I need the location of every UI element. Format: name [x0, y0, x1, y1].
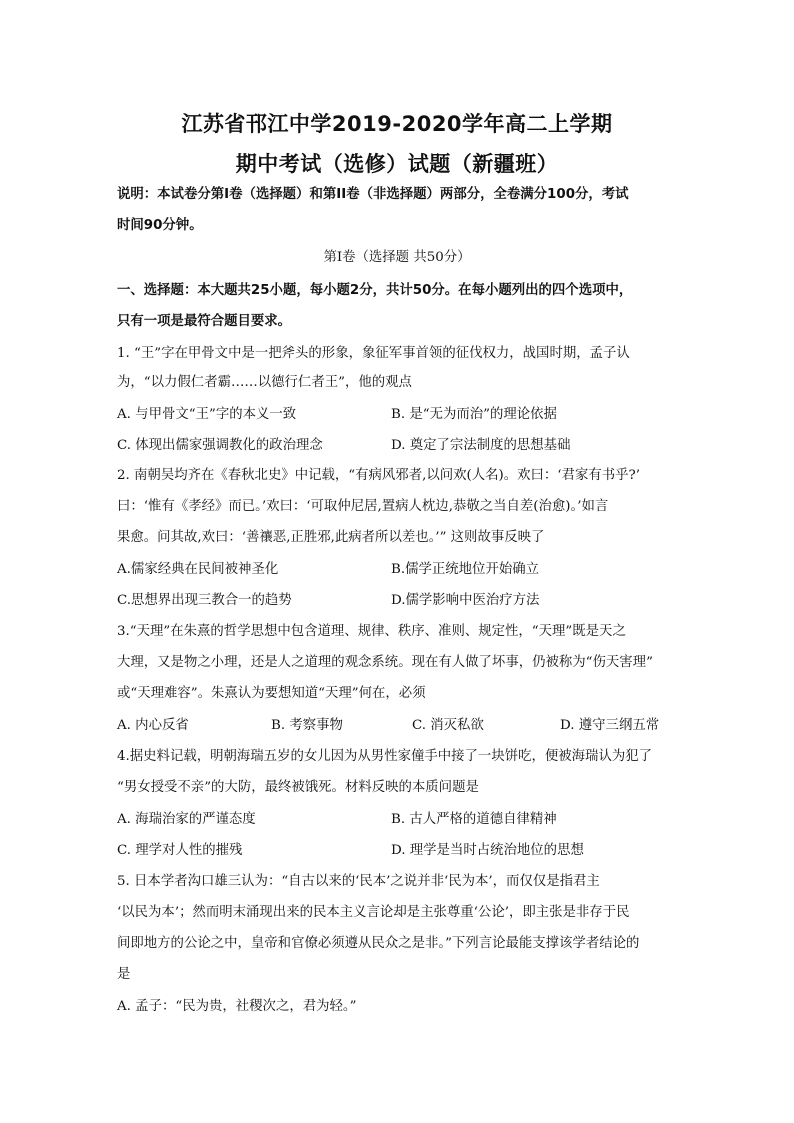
section-heading: 第Ⅰ卷（选择题 共50分）: [323, 250, 471, 265]
question-5-stem-line4: 是: [117, 967, 131, 982]
section-intro-line1: 一、选择题：本大题共25小题，每小题2分，共计50分。在每小题列出的四个选项中，: [117, 283, 633, 298]
question-3-option-d: D. 遵守三纲五常: [560, 718, 660, 733]
question-3-option-b: B. 考察事物: [271, 718, 343, 733]
question-5-option-a: A. 孟子：“民为贵，社稷次之，君为轻。”: [117, 999, 357, 1014]
question-4-option-d: D. 理学是当时占统治地位的思想: [391, 843, 584, 858]
question-1-option-a: A. 与甲骨文“王”字的本义一致: [117, 407, 297, 422]
question-4-stem-line2: “男女授受不亲”的大防，最终被饿死。材料反映的本质问题是: [117, 780, 479, 795]
question-3-stem-line2: 大理，又是物之小理，还是人之道理的观念系统。现在有人做了坏事，仍被称为“伤天害理”: [117, 655, 653, 670]
question-2-option-b: B.儒学正统地位开始确立: [391, 562, 540, 577]
question-2-option-c: C.思想界出现三教合一的趋势: [117, 593, 292, 608]
question-1-stem-line2: 为，“以力假仁者霸……以德行仁者王”，他的观点: [117, 375, 412, 390]
instructions-line2: 时间90分钟。: [117, 218, 203, 233]
question-5-stem-line2: ‘以民为本’；然而明末涌现出来的民本主义言论却是主张尊重‘公论’，即主张是非存于民: [117, 905, 630, 920]
question-2-stem-line3: 果愈。问其故,欢曰：‘善禳恶,正胜邪,此病者所以差也。’” 这则故事反映了: [117, 530, 545, 545]
question-1-option-d: D. 奠定了宗法制度的思想基础: [391, 438, 571, 453]
question-5-stem-line1: 5. 日本学者沟口雄三认为：“自古以来的‘民本’之说并非‘民为本’，而仅仅是指君主: [117, 874, 600, 889]
question-4-option-c: C. 理学对人性的摧残: [117, 843, 243, 858]
question-3-option-a: A. 内心反省: [117, 718, 189, 733]
question-3-option-c: C. 消灭私欲: [412, 718, 484, 733]
question-1-option-b: B. 是“无为而治”的理论依据: [391, 407, 557, 422]
question-3-stem-line3: 或“天理难容”。朱熹认为要想知道“天理”何在，必须: [117, 686, 426, 701]
instructions-line1: 说明：本试卷分第Ⅰ卷（选择题）和第II卷（非选择题）两部分，全卷满分100分，考试: [117, 187, 629, 202]
question-3-stem-line1: 3.“天理”在朱熹的哲学思想中包含道理、规律、秩序、准则、规定性，“天理”既是天之: [117, 624, 626, 639]
question-2-stem-line2: 曰：‘惟有《孝经》而已。’欢曰：‘可取仲尼居,置病人枕边,恭敬之当自差(治愈)。’如言: [117, 499, 609, 514]
exam-title-line2: 期中考试（选修）试题（新疆班）: [235, 152, 559, 176]
question-1-option-c: C. 体现出儒家强调教化的政治理念: [117, 438, 323, 453]
exam-title-line1: 江苏省邗江中学2019-2020学年高二上学期: [181, 112, 613, 136]
question-4-option-b: B. 古人严格的道德自律精神: [391, 812, 557, 827]
question-2-option-a: A.儒家经典在民间被神圣化: [117, 562, 279, 577]
section-intro-line2: 只有一项是最符合题目要求。: [117, 314, 292, 329]
question-2-stem-line1: 2. 南朝吴均齐在《春秋北史》中记载，“有病风邪者,以问欢(人名)。欢曰：‘君家有书乎?’: [117, 468, 640, 483]
question-2-option-d: D.儒学影响中医治疗方法: [391, 593, 540, 608]
question-1-stem-line1: 1. “王”字在甲骨文中是一把斧头的形象，象征军事首领的征伐权力，战国时期，孟子认: [117, 346, 630, 361]
question-5-stem-line3: 间即地方的公论之中，皇帝和官僚必须遵从民众之是非。”下列言论最能支撑该学者结论的: [117, 936, 640, 951]
question-4-stem-line1: 4.据史料记载，明朝海瑞五岁的女儿因为从男性家僮手中接了一块饼吃，便被海瑞认为犯了: [117, 749, 653, 764]
question-4-option-a: A. 海瑞治家的严谨态度: [117, 812, 256, 827]
